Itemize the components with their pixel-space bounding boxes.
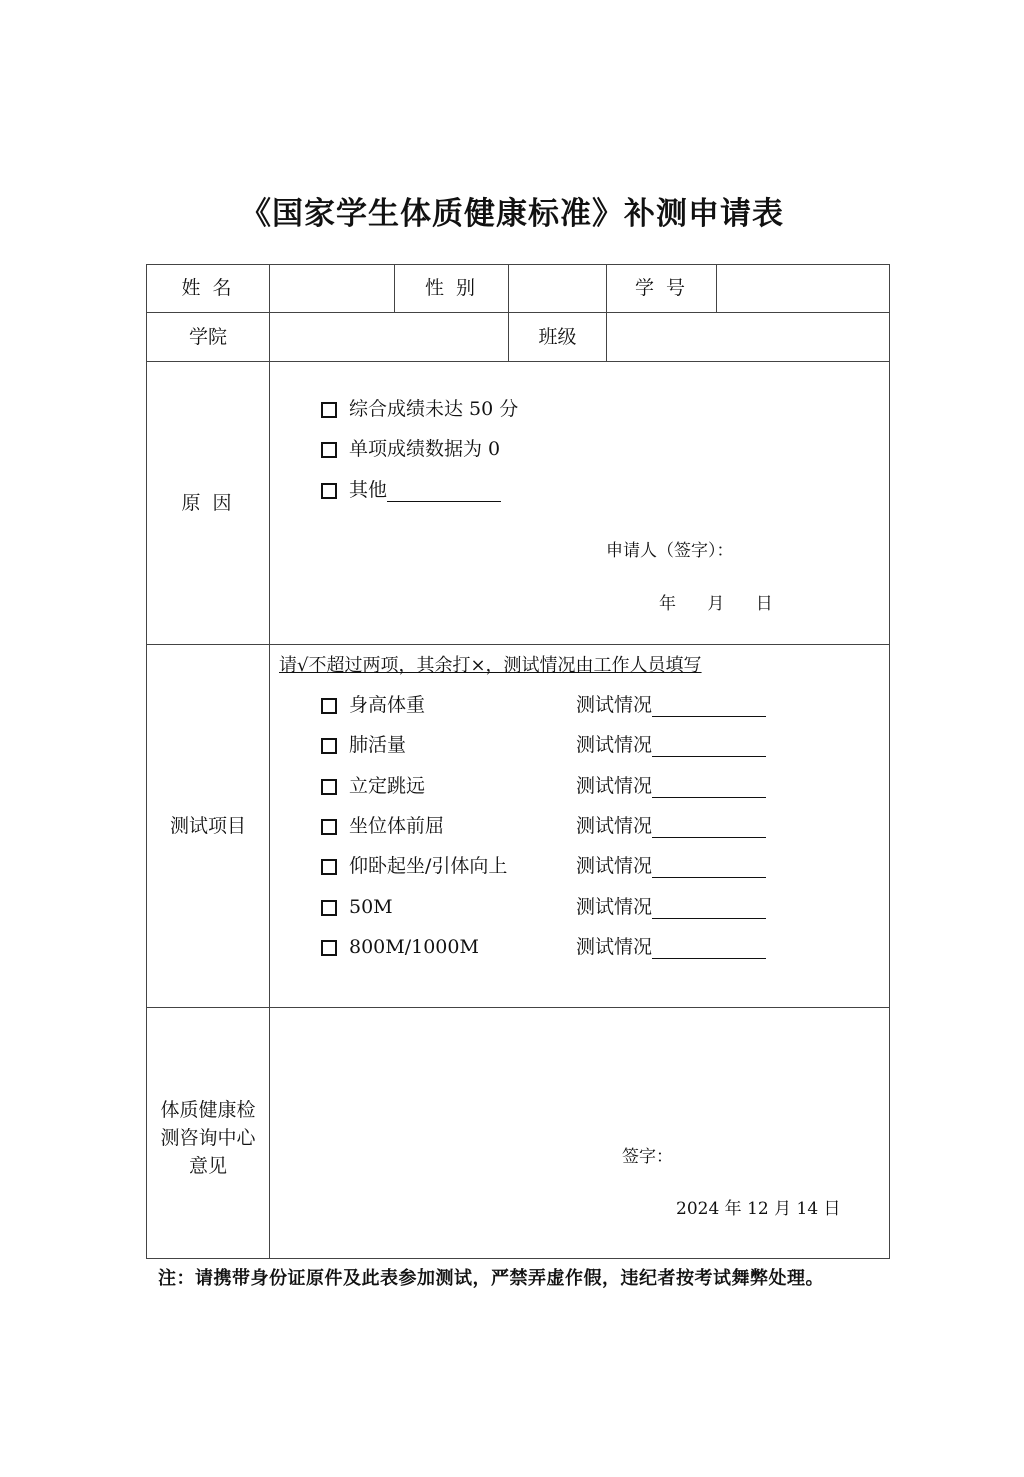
test-status (576, 733, 766, 757)
test-status-blank[interactable] (652, 857, 766, 878)
table-border-right (889, 264, 890, 1259)
applicant-date: 年 月 日 (659, 594, 773, 614)
test-status-blank[interactable] (652, 696, 766, 717)
test-status (576, 814, 766, 838)
test-status-label: 测试情况 (576, 775, 653, 797)
test-status-label: 测试情况 (576, 855, 653, 877)
test-item-checkbox[interactable] (321, 940, 337, 956)
gender-label: 性 别 (424, 277, 479, 299)
center-signature-label: 签字： (622, 1147, 673, 1167)
row-divider (146, 644, 890, 645)
opinion-field[interactable] (270, 1008, 889, 1138)
footer-note: 注：请携带身份证原件及此表参加测试，严禁弄虚作假，违纪者按考试舞弊处理。 (158, 1268, 824, 1289)
test-status-label: 测试情况 (576, 896, 653, 918)
test-item-checkbox[interactable] (321, 738, 337, 754)
reason-option-other: 其他 (349, 479, 388, 501)
test-item-label: 800M/1000M (349, 936, 479, 958)
test-item-label: 立定跳远 (349, 775, 426, 797)
test-item-label: 肺活量 (349, 734, 407, 756)
test-status (576, 895, 766, 919)
test-status-blank[interactable] (652, 938, 766, 959)
opinion-label-line: 体质健康检 (160, 1099, 256, 1121)
gender-field[interactable] (509, 265, 606, 312)
test-status-label: 测试情况 (576, 734, 653, 756)
test-items-label: 测试项目 (169, 815, 246, 837)
other-reason-blank[interactable] (387, 481, 501, 502)
opinion-label-line: 意见 (188, 1155, 227, 1177)
class-label: 班级 (538, 326, 577, 348)
college-field[interactable] (270, 313, 508, 361)
reason-option (349, 478, 501, 502)
test-status-label: 测试情况 (576, 936, 653, 958)
reason-checkbox[interactable] (321, 442, 337, 458)
test-item-label: 50M (349, 896, 393, 918)
test-status (576, 774, 766, 798)
test-status-blank[interactable] (652, 817, 766, 838)
test-item-label: 坐位体前屈 (349, 815, 445, 837)
reason-checkbox[interactable] (321, 402, 337, 418)
name-field[interactable] (270, 265, 394, 312)
college-label: 学院 (188, 326, 227, 348)
test-status-label: 测试情况 (576, 815, 653, 837)
test-item-checkbox[interactable] (321, 779, 337, 795)
test-status-blank[interactable] (652, 777, 766, 798)
test-item-checkbox[interactable] (321, 819, 337, 835)
test-status (576, 693, 766, 717)
reason-option: 单项成绩数据为 0 (349, 438, 501, 460)
test-status-blank[interactable] (652, 736, 766, 757)
table-border-bottom (146, 1258, 890, 1259)
reason-checkbox[interactable] (321, 483, 337, 499)
class-field[interactable] (607, 313, 889, 361)
test-status-blank[interactable] (652, 898, 766, 919)
row-divider (146, 361, 890, 362)
student-id-label: 学 号 (634, 277, 689, 299)
reason-option: 综合成绩未达 50 分 (349, 398, 519, 420)
test-item-checkbox[interactable] (321, 900, 337, 916)
opinion-label (147, 1096, 269, 1180)
reason-label: 原 因 (181, 492, 235, 514)
name-label: 姓 名 (181, 277, 235, 299)
center-date: 2024 年 12 月 14 日 (676, 1199, 841, 1219)
student-id-field[interactable] (717, 265, 889, 312)
test-item-checkbox[interactable] (321, 698, 337, 714)
test-item-checkbox[interactable] (321, 859, 337, 875)
test-instruction: 请√不超过两项，其余打×，测试情况由工作人员填写 (279, 655, 702, 676)
test-status-label: 测试情况 (576, 694, 653, 716)
test-item-label: 仰卧起坐/引体向上 (349, 855, 508, 877)
test-item-label: 身高体重 (349, 694, 426, 716)
test-status (576, 935, 766, 959)
opinion-label-line: 测咨询中心 (160, 1127, 256, 1149)
test-status (576, 854, 766, 878)
applicant-signature-label: 申请人（签字）： (606, 541, 734, 561)
form-title: 《国家学生体质健康标准》补测申请表 (240, 196, 784, 232)
